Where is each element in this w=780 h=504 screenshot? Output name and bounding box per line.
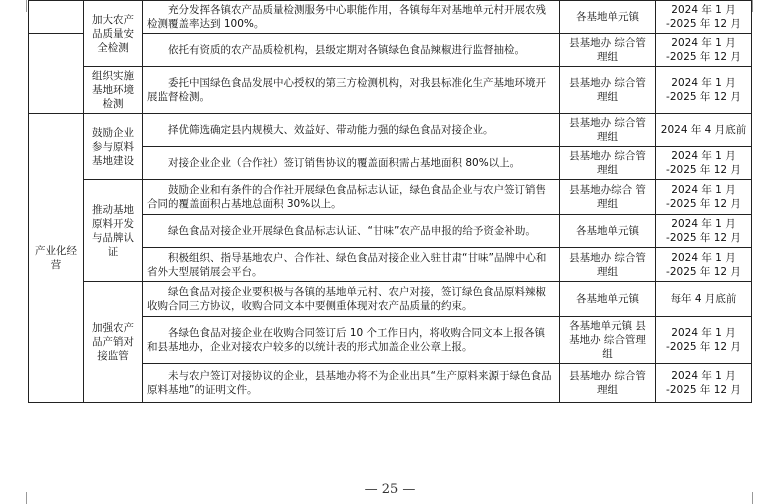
responsible-unit: 县基地办 综合管理组: [560, 34, 656, 67]
time-limit: 2024 年 1 月 -2025 年 12 月: [656, 317, 752, 364]
crop-mark-top-right: [752, 0, 754, 12]
responsible-unit: 县基地办 综合管理组: [560, 67, 656, 114]
responsible-unit: 县基地办 综合管理组: [560, 248, 656, 282]
task-content: 委托中国绿色食品发展中心授权的第三方检测机构，对我县标准化生产基地环境开展监督检测。: [143, 67, 560, 114]
task-content: 未与农户签订对接协议的企业，县基地办将不为企业出具“生产原料来源于绿色食品原料基地”的证明文件。: [143, 364, 560, 403]
responsible-unit: 各基地单元镇: [560, 282, 656, 317]
table-row: [29, 67, 752, 114]
task-content: 绿色食品对接企业开展绿色食品标志认证、“甘味”农产品申报的给予资金补助。: [143, 215, 560, 248]
responsible-unit: 各基地单元镇: [560, 215, 656, 248]
task-content: 依托有资质的农产品质检机构，县级定期对各镇绿色食品辣椒进行监督抽检。: [143, 34, 560, 67]
responsible-unit: 各基地单元镇: [560, 1, 656, 34]
time-limit: 2024 年 1 月 -2025 年 12 月: [656, 67, 752, 114]
responsible-unit: 县基地办综合 管理组: [560, 180, 656, 215]
task-content: 鼓励企业和有条件的合作社开展绿色食品标志认证，绿色食品企业与农户签订销售合同的覆盖面积占基地总面积 30%以上。: [143, 180, 560, 215]
table-row: [29, 1, 752, 34]
responsible-unit: 县基地办 综合管理组: [560, 147, 656, 180]
time-limit: 2024 年 4 月底前: [656, 114, 752, 147]
task-table: [28, 0, 752, 403]
category-cell-blank: [29, 34, 84, 114]
task-content: 各绿色食品对接企业在收购合同签订后 10 个工作日内，将收购合同文本上报各镇和县基地办，企业对接农户较多的以统计表的形式加盖企业公章上报。: [143, 317, 560, 364]
subcategory-cell: 组织实施基地环境检测: [84, 67, 143, 114]
task-content: 积极组织、指导基地农户、合作社、绿色食品对接企业入驻甘肃“甘味”品牌中心和省外大型展销展会平台。: [143, 248, 560, 282]
responsible-unit: 各基地单元镇 县基地办 综合管理组: [560, 317, 656, 364]
time-limit: 2024 年 1 月 -2025 年 12 月: [656, 215, 752, 248]
responsible-unit: 县基地办 综合管理组: [560, 364, 656, 403]
category-cell-blank: [29, 1, 84, 34]
time-limit: 2024 年 1 月 -2025 年 12 月: [656, 1, 752, 34]
table-row: [29, 282, 752, 317]
task-content: 对接企业企业（合作社）签订销售协议的覆盖面积需占基地面积 80%以上。: [143, 147, 560, 180]
table-row: [29, 114, 752, 147]
subcategory-cell: 推动基地原料开发与品牌认证: [84, 180, 143, 282]
time-limit: 2024 年 1 月 -2025 年 12 月: [656, 248, 752, 282]
time-limit: 2024 年 1 月 -2025 年 12 月: [656, 180, 752, 215]
task-content: 充分发挥各镇农产品质量检测服务中心职能作用，各镇每年对基地单元村开展农残检测覆盖率达到 100%。: [143, 1, 560, 34]
page-number: — 25 —: [364, 482, 416, 497]
subcategory-cell: 加强农产品产销对接监管: [84, 282, 143, 403]
table-row: [29, 180, 752, 215]
task-content: 择优筛选确定县内规模大、效益好、带动能力强的绿色食品对接企业。: [143, 114, 560, 147]
task-content: 绿色食品对接企业要积极与各镇的基地单元村、农户对接，签订绿色食品原料辣椒收购合同三方协议，收购合同文本中要侧重体现对农产品质量的约束。: [143, 282, 560, 317]
subcategory-cell: 鼓励企业参与原料基地建设: [84, 114, 143, 180]
responsible-unit: 县基地办 综合管理组: [560, 114, 656, 147]
time-limit: 2024 年 1 月 -2025 年 12 月: [656, 34, 752, 67]
category-cell: 产业化经营: [29, 114, 84, 403]
subcategory-cell: 加大农产品质量安全检测: [84, 1, 143, 67]
time-limit: 每年 4 月底前: [656, 282, 752, 317]
time-limit: 2024 年 1 月 -2025 年 12 月: [656, 364, 752, 403]
time-limit: 2024 年 1 月 -2025 年 12 月: [656, 147, 752, 180]
